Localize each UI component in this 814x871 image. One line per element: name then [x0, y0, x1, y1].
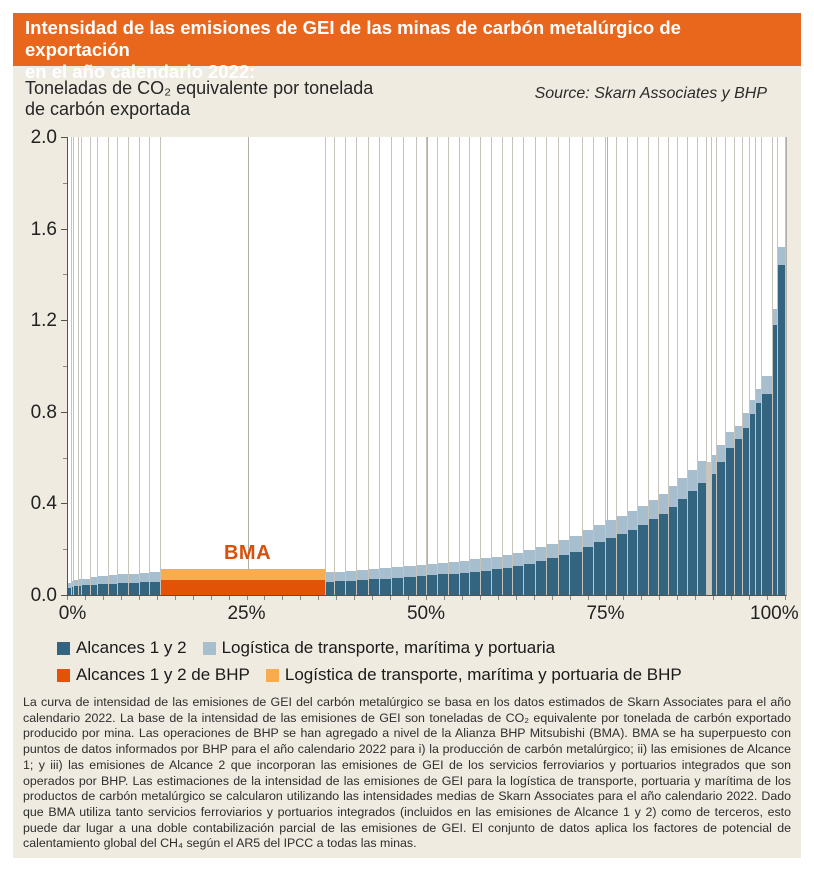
plot-area	[67, 137, 787, 596]
segment-scope12	[492, 569, 502, 595]
segment-scope12	[513, 566, 523, 595]
segment-logistics	[357, 570, 369, 580]
legend-swatch-icon	[266, 669, 279, 682]
segment-scope12	[547, 558, 557, 595]
x-tick-label: 25%	[227, 603, 266, 624]
segment-scope12	[449, 574, 459, 596]
segment-logistics	[438, 563, 448, 575]
segment-scope12	[82, 585, 90, 595]
legend-swatch-icon	[57, 642, 70, 655]
x-tick-label: 75%	[586, 603, 625, 624]
segment-scope12	[773, 325, 776, 595]
legend-item	[57, 638, 187, 658]
segment-scope12	[678, 499, 687, 595]
segment-scope12	[762, 394, 772, 596]
segment-logistics	[678, 478, 687, 499]
bar-mine	[470, 137, 481, 595]
bar-mine	[536, 137, 547, 595]
segment-logistics	[513, 553, 523, 566]
bar-mine	[91, 137, 98, 595]
y-major-tick	[61, 137, 67, 138]
segment-logistics	[524, 550, 534, 564]
segment-logistics	[617, 516, 627, 534]
segment-scope12	[326, 582, 334, 595]
bar-mine	[726, 137, 735, 595]
bar-mine	[369, 137, 380, 595]
segment-scope12	[427, 575, 437, 595]
x-minor-tick	[139, 596, 140, 600]
segment-logistics	[547, 544, 557, 559]
bar-mine	[606, 137, 617, 595]
y-major-tick	[61, 503, 67, 504]
segment-scope12	[559, 555, 569, 595]
segment-logistics	[559, 540, 569, 555]
y-tick-label: 0.4	[30, 493, 57, 515]
legend-label: Logística de transporte, marítima y portuaria de BHP	[284, 665, 682, 684]
x-minor-tick	[731, 596, 732, 600]
axis-unit-label	[25, 78, 373, 120]
x-minor-tick	[103, 596, 104, 600]
x-minor-tick	[300, 596, 301, 600]
segment-logistics	[140, 573, 150, 582]
segment-logistics	[82, 579, 90, 586]
legend-label: Alcances 1 y 2	[76, 638, 187, 657]
segment-logistics	[743, 413, 749, 428]
segment-scope12	[617, 534, 627, 595]
segment-logistics	[698, 461, 706, 483]
segment-grey	[707, 462, 710, 595]
legend-label: Alcances 1 y 2 de BHP	[76, 665, 250, 684]
bar-mine	[524, 137, 535, 595]
y-major-tick	[61, 412, 67, 413]
segment-logistics	[492, 557, 502, 570]
segment-logistics	[583, 530, 593, 547]
segment-scope12	[536, 561, 546, 595]
bar-mine	[82, 137, 91, 595]
segment-logistics	[712, 455, 716, 473]
x-minor-tick	[390, 596, 391, 600]
segment-scope12	[778, 265, 785, 595]
segment-logistics	[150, 572, 160, 581]
x-minor-tick	[480, 596, 481, 600]
y-minor-tick	[63, 458, 67, 459]
x-minor-tick	[354, 596, 355, 600]
segment-scope12	[594, 542, 605, 595]
segment-scope12	[470, 572, 480, 595]
bar-mine	[513, 137, 524, 595]
axis-unit-line-2: de carbón exportada	[25, 99, 191, 119]
x-minor-tick	[282, 596, 283, 600]
y-tick-label: 1.2	[30, 310, 57, 332]
segment-scope12	[161, 580, 325, 595]
bar-mine	[778, 137, 786, 595]
x-minor-tick	[498, 596, 499, 600]
chart-legend	[57, 638, 801, 685]
segment-logistics	[606, 520, 616, 538]
segment-logistics	[750, 400, 755, 414]
segment-logistics	[659, 494, 668, 514]
legend-item	[57, 665, 250, 685]
bma-annotation: BMA	[223, 542, 272, 564]
legend-swatch-icon	[203, 642, 216, 655]
legend-item	[266, 665, 682, 685]
bar-mine	[688, 137, 698, 595]
bar-mine	[492, 137, 503, 595]
segment-logistics	[536, 547, 546, 561]
x-minor-tick	[426, 596, 427, 600]
segment-logistics	[91, 577, 97, 584]
x-minor-tick	[588, 596, 589, 600]
x-minor-tick	[659, 596, 660, 600]
bar-mine	[427, 137, 438, 595]
segment-scope12	[404, 577, 416, 595]
x-minor-tick	[247, 596, 248, 600]
segment-scope12	[369, 579, 379, 595]
segment-scope12	[570, 552, 581, 596]
bar-mine	[628, 137, 638, 595]
legend-label: Logística de transporte, marítima y portuaria	[221, 638, 556, 657]
bar-mine	[698, 137, 707, 595]
x-minor-tick	[229, 596, 230, 600]
segment-scope12	[335, 581, 345, 595]
segment-scope12	[583, 547, 593, 595]
segment-logistics	[717, 445, 725, 462]
x-minor-tick	[193, 596, 194, 600]
segment-logistics	[778, 247, 785, 265]
x-minor-tick	[336, 596, 337, 600]
segment-scope12	[606, 538, 616, 595]
segment-scope12	[756, 403, 761, 595]
segment-logistics	[628, 511, 637, 530]
segment-scope12	[72, 587, 74, 595]
y-tick-label: 0.0	[30, 585, 57, 606]
legend-row-2	[57, 665, 801, 685]
bar-mine	[98, 137, 109, 595]
segment-logistics	[649, 500, 658, 520]
segment-scope12	[503, 568, 512, 595]
segment-scope12	[726, 448, 734, 595]
segment-logistics	[638, 506, 648, 525]
x-minor-tick	[408, 596, 409, 600]
bar-mine	[357, 137, 370, 595]
bar-mine	[678, 137, 688, 595]
y-tick-label: 1.6	[30, 218, 57, 240]
bar-mine	[583, 137, 594, 595]
bar-mine	[594, 137, 606, 595]
segment-logistics	[669, 486, 677, 507]
x-minor-tick	[67, 596, 68, 600]
segment-scope12	[129, 583, 139, 595]
x-minor-tick	[677, 596, 678, 600]
bar-mine	[503, 137, 513, 595]
axis-unit-line-1: Toneladas de CO₂ equivalente por tonelada	[25, 78, 374, 98]
y-major-tick	[61, 229, 67, 230]
bar-mine	[717, 137, 726, 595]
x-minor-tick	[175, 596, 176, 600]
x-minor-tick	[264, 596, 265, 600]
segment-logistics	[118, 574, 128, 583]
segment-scope12	[91, 585, 97, 595]
bar-mine	[109, 137, 118, 595]
legend-swatch-icon	[57, 669, 70, 682]
bar-mine	[559, 137, 570, 595]
x-minor-tick	[623, 596, 624, 600]
segment-scope12	[357, 580, 369, 595]
segment-scope12	[380, 579, 391, 596]
bar-mine	[335, 137, 346, 595]
bar-mine	[649, 137, 659, 595]
segment-scope12	[649, 519, 658, 595]
segment-scope12	[392, 578, 402, 595]
x-minor-tick	[641, 596, 642, 600]
segment-logistics	[417, 565, 426, 577]
segment-logistics	[380, 568, 391, 579]
bar-mine	[326, 137, 335, 595]
segment-scope12	[743, 428, 749, 595]
segment-scope12	[481, 571, 491, 596]
source-credit: Source: Skarn Associates y BHP	[534, 85, 767, 102]
bar-mine	[438, 137, 449, 595]
x-minor-tick	[462, 596, 463, 600]
x-minor-tick	[767, 596, 768, 600]
x-tick-label: 0%	[58, 603, 87, 624]
segment-logistics	[735, 426, 741, 440]
segment-logistics	[392, 567, 402, 578]
segment-scope12	[669, 507, 677, 595]
bar-mine	[547, 137, 558, 595]
title-line-1: Intensidad de las emisiones de GEI de las minas de carbón metalúrgico de exportación	[25, 17, 681, 60]
segment-logistics	[98, 576, 108, 584]
segment-scope12	[659, 514, 668, 595]
y-minor-tick	[63, 366, 67, 367]
bar-mine	[392, 137, 403, 595]
infographic-card	[13, 13, 801, 858]
bar-mine	[743, 137, 750, 595]
segment-logistics	[460, 561, 469, 573]
segment-scope12	[438, 574, 448, 595]
bar-mine	[669, 137, 678, 595]
segment-scope12	[68, 588, 71, 595]
bar-mine	[129, 137, 140, 595]
segment-logistics	[481, 558, 491, 571]
segment-logistics	[129, 574, 139, 583]
cost-curve-chart	[13, 127, 801, 631]
bar-mine	[380, 137, 392, 595]
segment-scope12	[460, 573, 469, 595]
y-major-tick	[61, 320, 67, 321]
x-minor-tick	[785, 596, 786, 600]
segment-scope12	[688, 491, 697, 595]
segment-logistics	[762, 376, 772, 393]
segment-scope12	[698, 483, 706, 595]
segment-logistics	[335, 572, 345, 582]
segment-scope12	[150, 582, 160, 595]
bar-mine	[762, 137, 773, 595]
y-minor-tick	[63, 274, 67, 275]
x-minor-tick	[157, 596, 158, 600]
x-minor-tick	[552, 596, 553, 600]
title-line-2: en el año calendario 2022:	[25, 61, 256, 82]
x-minor-tick	[713, 596, 714, 600]
segment-logistics	[503, 555, 512, 568]
segment-scope12	[735, 439, 741, 595]
y-tick-label: 0.8	[30, 401, 57, 423]
segment-scope12	[750, 414, 755, 595]
segment-logistics	[470, 559, 480, 571]
x-tick-label: 50%	[406, 603, 446, 624]
y-tick-label: 2.0	[30, 127, 57, 148]
segment-scope12	[628, 530, 637, 595]
x-minor-tick	[121, 596, 122, 600]
y-minor-tick	[63, 183, 67, 184]
x-minor-tick	[534, 596, 535, 600]
bar-mine	[118, 137, 129, 595]
segment-logistics	[326, 572, 334, 582]
segment-scope12	[109, 584, 117, 596]
segment-scope12	[79, 586, 82, 595]
bar-mine	[617, 137, 628, 595]
bar-mine	[140, 137, 151, 595]
bar-mine	[638, 137, 649, 595]
bar-mine	[404, 137, 417, 595]
bar-mine	[417, 137, 427, 595]
bars-container	[68, 137, 786, 595]
title-banner	[13, 13, 801, 82]
segment-scope12	[74, 586, 77, 595]
footnote-text: La curva de intensidad de las emisiones de GEI del carbón metalúrgico se basa en los datos estimados de Skarn Associates para el año calendario 2022. La base de la intensidad de las emisiones de GEI son toneladas de CO₂ equivalente por tonelada de carbón exportado producido por mina. Las operaciones de BHP se han agregado a nivel de la Alianza BHP Mitsubishi (BMA). BMA se ha superpuesto con puntos de datos informados por BHP para el año calendario 2022 para i) la producción de carbón metalúrgico; ii) las emisiones de Alcance 1; y iii) las emisiones de Alcance 2 que incorporan las emisiones de GEI de los servicios ferroviarios y portuarios integrados que son operados por BHP. Las estimaciones de la intensidad de las emisiones de GEI para la logística de transporte, portuaria y marítima de los productos de carbón metalúrgico se calcularon utilizando las intensidades medias de Skarn Associates para el año calendario 2022. Dado que BMA utiliza tanto servicios ferroviarios y portuarios integrados (incluidos en las emisiones de Alcance 1 y 2) como de terceros, esto puede dar lugar a una doble contabilización parcial de las emisiones de GEI. El conjunto de datos aplica los factores de potencial de calentamiento global del CH₄ según el AR5 del IPCC a todas las minas.	[23, 695, 791, 851]
bar-mine	[570, 137, 582, 595]
legend-item	[203, 638, 556, 658]
segment-logistics	[726, 432, 734, 448]
segment-logistics	[773, 309, 776, 325]
segment-logistics	[346, 571, 355, 581]
segment-logistics	[756, 389, 761, 403]
x-minor-tick	[85, 596, 86, 600]
y-minor-tick	[63, 549, 67, 550]
segment-logistics	[449, 562, 459, 574]
bar-mine	[150, 137, 161, 595]
segment-scope12	[524, 564, 534, 595]
x-minor-tick	[372, 596, 373, 600]
bar-mine	[659, 137, 669, 595]
segment-logistics	[427, 564, 437, 576]
segment-logistics	[594, 525, 605, 542]
segment-logistics	[688, 470, 697, 491]
segment-logistics	[161, 569, 325, 580]
segment-scope12	[712, 474, 716, 595]
segment-scope12	[98, 584, 108, 595]
x-tick-label: 100%	[750, 603, 799, 624]
x-minor-tick	[749, 596, 750, 600]
segment-scope12	[346, 581, 355, 595]
segment-scope12	[140, 582, 150, 595]
bar-mine	[735, 137, 742, 595]
x-minor-tick	[444, 596, 445, 600]
segment-logistics	[109, 575, 117, 583]
segment-scope12	[417, 576, 426, 595]
bar-mine	[449, 137, 460, 595]
x-minor-tick	[318, 596, 319, 600]
segment-scope12	[118, 583, 128, 595]
segment-scope12	[638, 525, 648, 595]
x-minor-tick	[606, 596, 607, 600]
segment-logistics	[570, 536, 581, 552]
bar-mine	[346, 137, 356, 595]
x-minor-tick	[695, 596, 696, 600]
legend-row-1	[57, 638, 801, 658]
segment-logistics	[404, 566, 416, 577]
bar-mine	[481, 137, 492, 595]
segment-logistics	[369, 569, 379, 580]
x-minor-tick	[211, 596, 212, 600]
bar-mine	[460, 137, 470, 595]
segment-scope12	[717, 462, 725, 595]
x-minor-tick	[516, 596, 517, 600]
bar-bma	[161, 137, 326, 595]
x-minor-tick	[570, 596, 571, 600]
